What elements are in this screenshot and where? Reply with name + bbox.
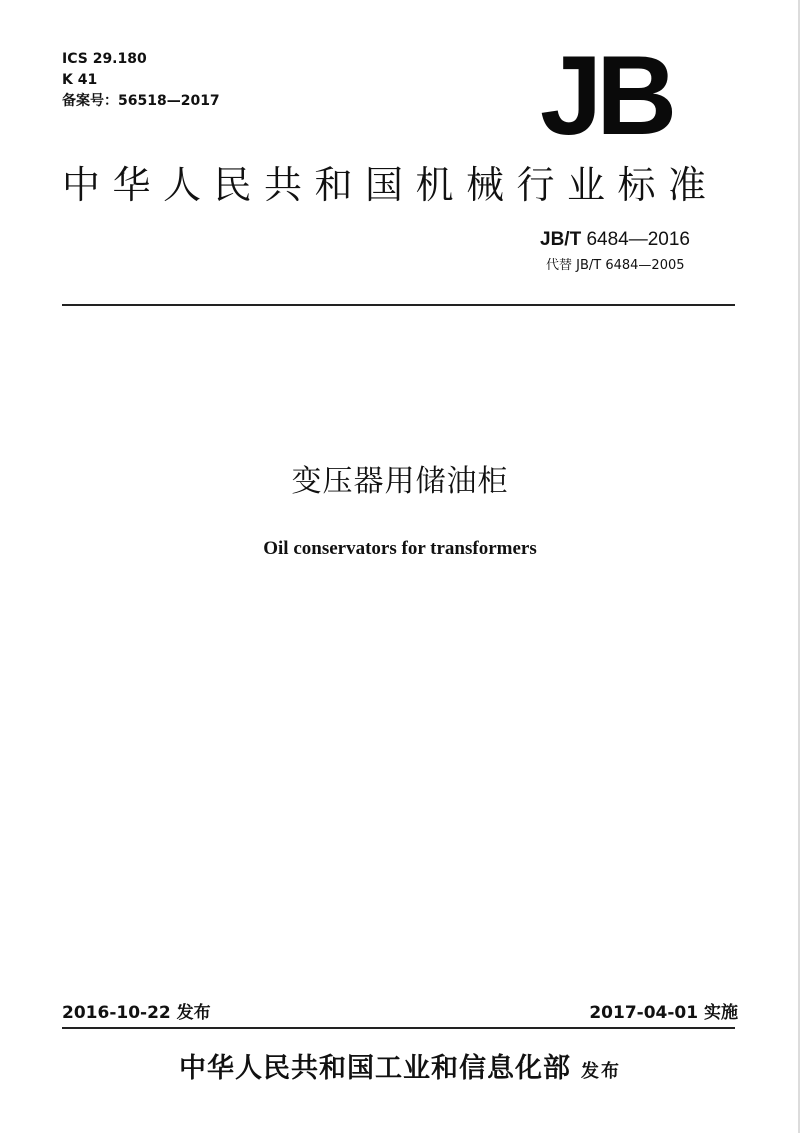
category-code: K 41 xyxy=(62,72,98,88)
publisher-suffix: 发布 xyxy=(581,1061,621,1082)
standard-number xyxy=(540,230,690,249)
publisher xyxy=(0,1055,800,1082)
filing-number: 备案号：56518—2017 xyxy=(62,93,220,109)
ics-code: ICS 29.180 xyxy=(62,51,147,67)
standard-number-prefix: JB/T xyxy=(540,229,582,250)
replaces-standard: 代替 JB/T 6484—2005 xyxy=(546,258,685,273)
standard-number-suffix: 6484—2016 xyxy=(581,229,691,250)
issue-date: 2016-10-22 发布 xyxy=(62,1003,211,1023)
publisher-name: 中华人民共和国工业和信息化部 xyxy=(179,1053,571,1084)
top-divider xyxy=(62,304,735,306)
industry-standard-title: 中华人民共和国机械行业标准 xyxy=(62,163,719,207)
document-title-english: Oil conservators for transformers xyxy=(263,538,537,559)
jb-logo: JB xyxy=(540,33,672,158)
implementation-date: 2017-04-01 实施 xyxy=(589,1003,738,1023)
bottom-divider xyxy=(62,1027,735,1029)
document-title-chinese: 变压器用储油柜 xyxy=(291,464,509,499)
